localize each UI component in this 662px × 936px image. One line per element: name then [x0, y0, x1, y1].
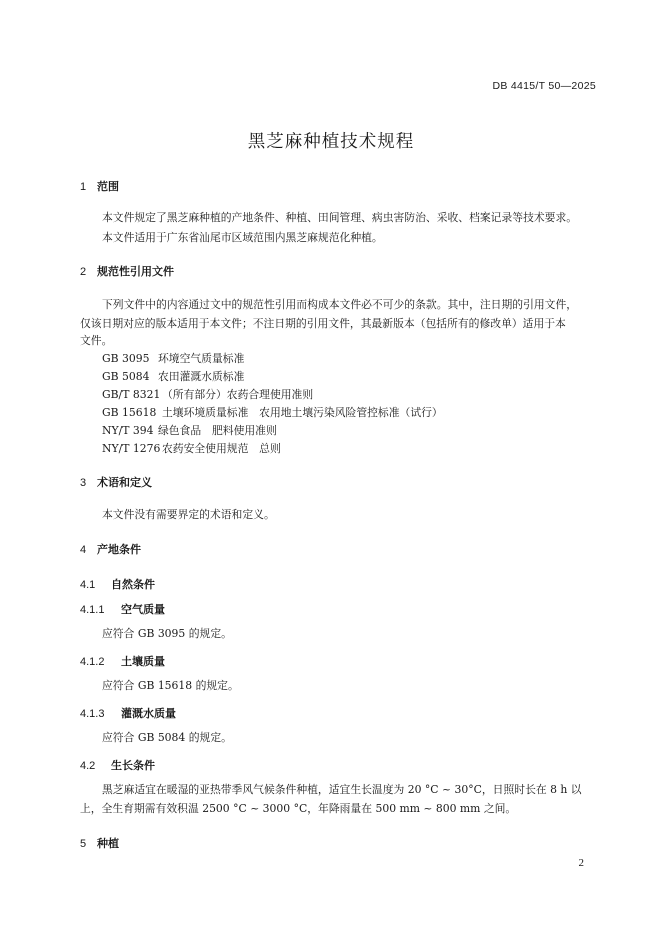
section-4-1-heading — [80, 576, 155, 592]
references-intro-line: 仅该日期对应的版本适用于本文件；不注日期的引用文件，其最新版本（包括所有的修改单）适用于本 — [80, 317, 566, 330]
section-number: 1 — [80, 181, 87, 193]
section-4-1-3-heading — [80, 705, 176, 721]
section-4-heading — [80, 541, 141, 557]
section-number: 5 — [80, 838, 87, 850]
reference-code: NY/T 394 — [102, 424, 154, 437]
section-number: 4.2 — [80, 760, 96, 772]
section-2-heading — [80, 263, 174, 279]
scope-paragraph-2: 本文件适用于广东省汕尾市区域范围内黑芝麻规范化种植。 — [102, 231, 383, 244]
section-number: 4.1.2 — [80, 656, 105, 668]
growth-conditions-line: 上，全生育期需有效积温 2500 °C ~ 3000 °C，年降雨量在 500 mm ~ 800 mm 之间。 — [80, 802, 517, 815]
section-4-1-1-heading — [80, 601, 165, 617]
section-4-2-heading — [80, 757, 155, 773]
reference-item — [102, 441, 281, 456]
section-number: 3 — [80, 477, 87, 489]
section-title: 生长条件 — [111, 759, 155, 772]
section-number: 4.1 — [80, 579, 96, 591]
scope-paragraph-1: 本文件规定了黑芝麻种植的产地条件、种植、田间管理、病虫害防治、采收、档案记录等技术要求。 — [102, 211, 578, 224]
section-title: 规范性引用文件 — [97, 265, 174, 278]
section-3-heading — [80, 474, 152, 490]
reference-item — [102, 423, 277, 438]
section-1-heading — [80, 178, 119, 194]
reference-item — [102, 405, 443, 420]
references-intro-line: 文件。 — [80, 334, 113, 347]
section-number: 4.1.3 — [80, 708, 105, 720]
reference-code: GB 15618 — [102, 406, 157, 419]
section-number: 4 — [80, 544, 87, 556]
reference-item — [102, 369, 244, 384]
section-title: 产地条件 — [97, 543, 141, 556]
irrigation-water-paragraph: 应符合 GB 5084 的规定。 — [102, 731, 232, 744]
section-title: 灌溉水质量 — [121, 707, 176, 720]
document-title: 黑芝麻种植技术规程 — [247, 132, 415, 152]
section-title: 自然条件 — [111, 578, 155, 591]
reference-code: NY/T 1276 — [102, 442, 161, 455]
section-5-heading — [80, 835, 119, 851]
section-number: 4.1.1 — [80, 604, 105, 616]
growth-conditions-line: 黑芝麻适宜在暖湿的亚热带季风气候条件种植，适宜生长温度为 20 °C ~ 30°C，日照时长在 8 h 以 — [102, 783, 582, 796]
reference-code: GB 5084 — [102, 370, 150, 383]
air-quality-paragraph: 应符合 GB 3095 的规定。 — [102, 627, 232, 640]
section-number: 2 — [80, 266, 87, 278]
soil-quality-paragraph: 应符合 GB 15618 的规定。 — [102, 679, 239, 692]
section-4-1-2-heading — [80, 653, 165, 669]
section-title: 种植 — [97, 837, 119, 850]
reference-title: 土壤环境质量标准 农用地土壤污染风险管控标准（试行） — [162, 406, 443, 419]
reference-title: 农药安全使用规范 总则 — [162, 442, 281, 455]
references-intro-line: 下列文件中的内容通过文中的规范性引用而构成本文件必不可少的条款。其中，注日期的引用文件， — [102, 298, 578, 311]
reference-title: （所有部分）农药合理使用准则 — [162, 388, 314, 401]
section-title: 术语和定义 — [97, 476, 152, 489]
page-number: 2 — [578, 857, 584, 869]
section-title: 范围 — [97, 180, 119, 193]
section-title: 土壤质量 — [121, 655, 165, 668]
reference-item — [102, 387, 313, 402]
reference-code: GB/T 8321 — [102, 388, 161, 401]
section-title: 空气质量 — [121, 603, 165, 616]
reference-code: GB 3095 — [102, 352, 150, 365]
reference-title: 绿色食品 肥料使用准则 — [158, 424, 277, 437]
terms-paragraph: 本文件没有需要界定的术语和定义。 — [102, 508, 275, 521]
reference-title: 农田灌溉水质标准 — [158, 370, 245, 383]
reference-item — [102, 351, 244, 366]
reference-title: 环境空气质量标准 — [158, 352, 245, 365]
standard-code: DB 4415/T 50—2025 — [492, 80, 596, 92]
